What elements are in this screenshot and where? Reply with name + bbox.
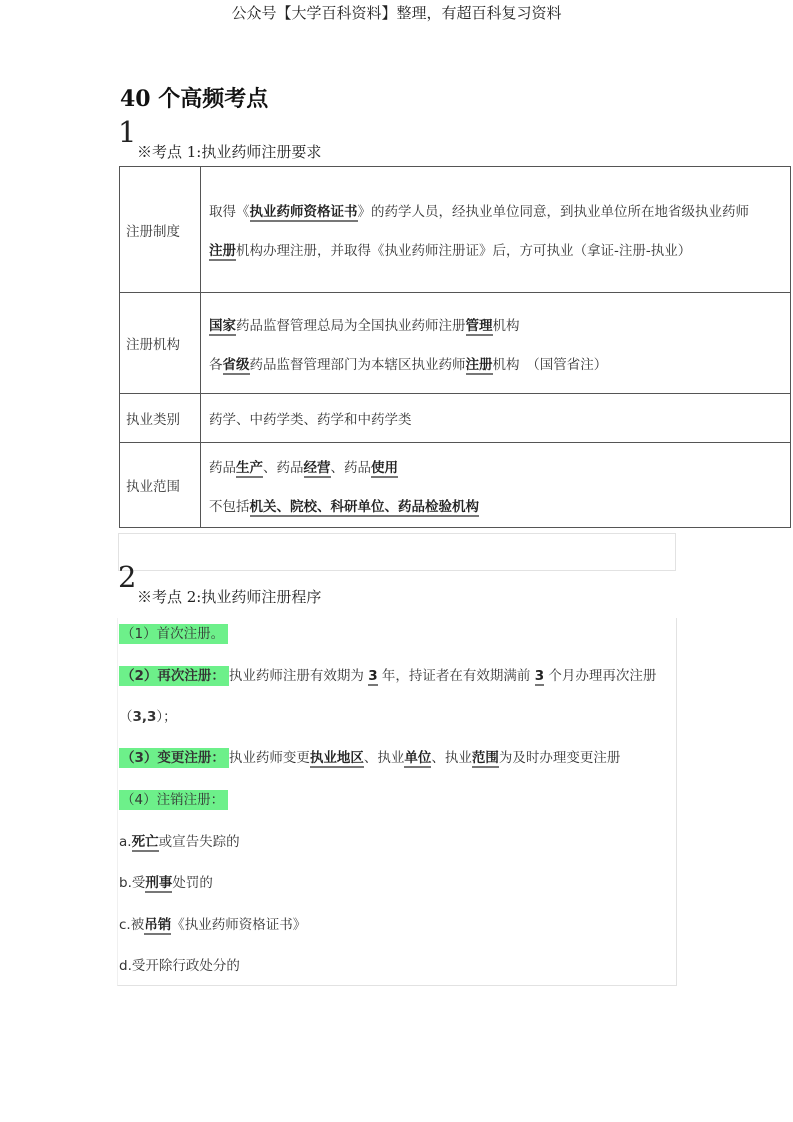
cancellation-case-c: c.被吊销《执业药师资格证书》 bbox=[119, 917, 307, 933]
row-content: 药学、中药学类、药学和中药学类 bbox=[201, 394, 791, 443]
table-row bbox=[120, 394, 791, 443]
procedure-item-re-registration: （2）再次注册： 执业药师注册有效期为 3 年，持证者在有效期满前 3 个月办理再次注册 bbox=[121, 668, 657, 684]
cancellation-case-d: d.受开除行政处分的 bbox=[119, 958, 240, 974]
procedure-item-re-registration-note: （3,3）； bbox=[119, 709, 177, 725]
procedure-item-cancellation: （4）注销注册： bbox=[119, 788, 228, 808]
document-title: 40 个高频考点 bbox=[120, 86, 269, 112]
table-row bbox=[120, 443, 791, 528]
section-2-number: 2 bbox=[118, 560, 137, 594]
cancellation-case-a: a.死亡或宣告失踪的 bbox=[119, 834, 240, 850]
row-label-registration-authority: 注册机构 bbox=[120, 293, 201, 394]
cancellation-case-b: b.受刑事处罚的 bbox=[119, 875, 213, 891]
row-content: 药品生产、药品经营、药品使用 不包括机关、院校、科研单位、药品检验机构 bbox=[201, 443, 791, 528]
table-row bbox=[120, 293, 791, 394]
row-label-registration-system: 注册制度 bbox=[120, 167, 201, 293]
row-content: 国家药品监督管理总局为全国执业药师注册管理机构 各省级药品监督管理部门为本辖区执业药师注册机构 （国管省注） bbox=[201, 293, 791, 394]
procedure-item-first-registration: （1）首次注册。 bbox=[119, 622, 228, 642]
procedure-item-change-registration: （3）变更注册： 执业药师变更执业地区、执业单位、执业范围为及时办理变更注册 bbox=[121, 750, 621, 766]
empty-box bbox=[118, 533, 676, 571]
section-1-number: 1 bbox=[118, 115, 137, 149]
row-content: 取得《执业药师资格证书》的药学人员，经执业单位同意，到执业单位所在地省级执业药师 注册机构办理注册，并取得《执业药师注册证》后，方可执业（拿证-注册-执业） bbox=[201, 167, 791, 293]
row-label-practice-category: 执业类别 bbox=[120, 394, 201, 443]
page-header: 公众号【大学百科资料】整理，有超百科复习资料 bbox=[231, 4, 562, 22]
section-1-subtitle: ※考点 1:执业药师注册要求 bbox=[137, 143, 322, 161]
section-2-subtitle: ※考点 2:执业药师注册程序 bbox=[137, 588, 322, 606]
row-label-practice-scope: 执业范围 bbox=[120, 443, 201, 528]
registration-requirements-table bbox=[119, 166, 791, 528]
table-row bbox=[120, 167, 791, 293]
